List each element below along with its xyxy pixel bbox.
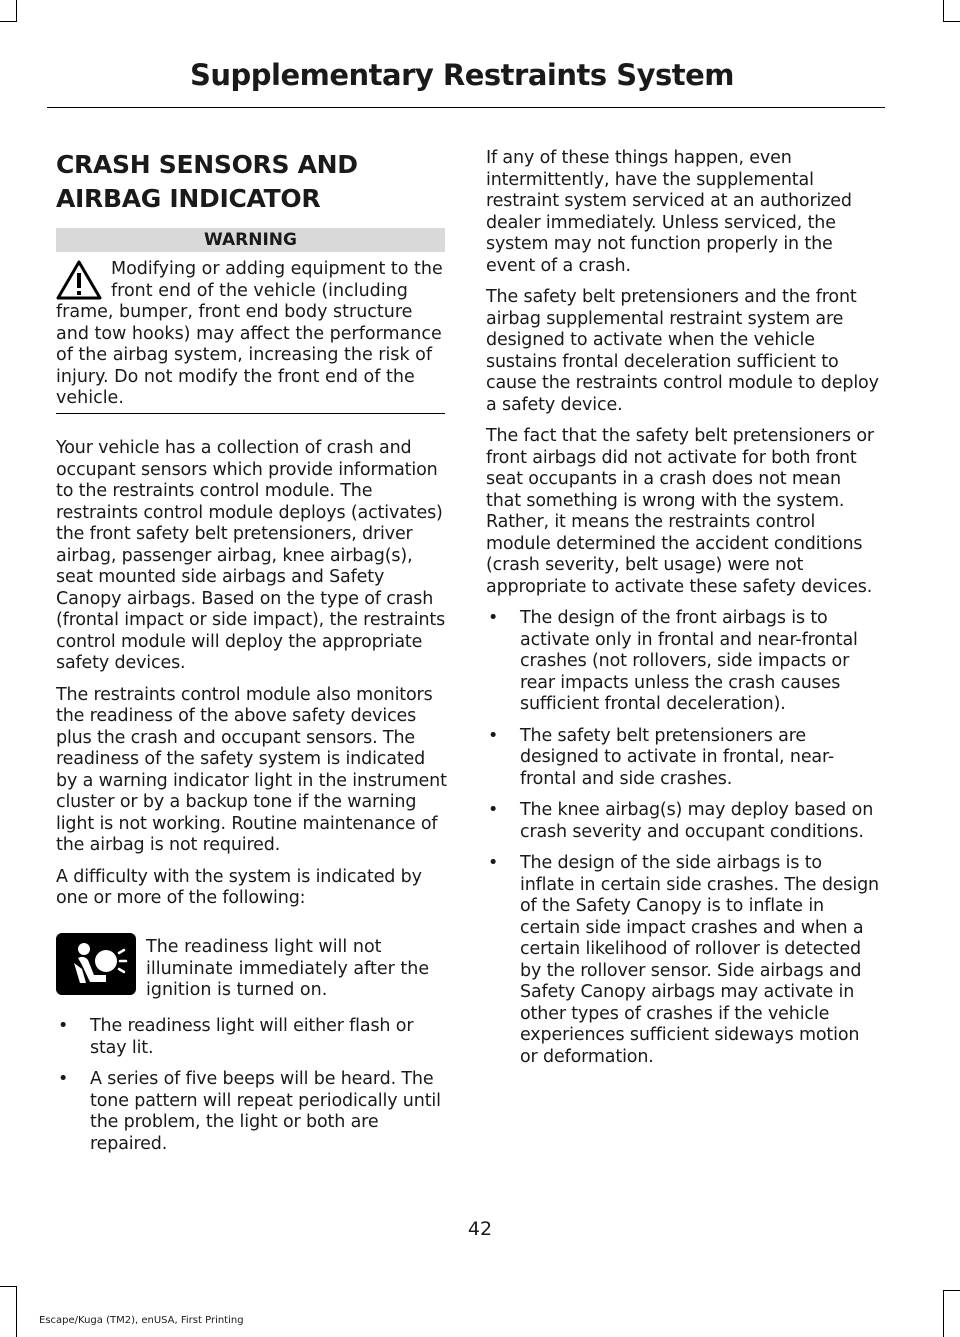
crop-mark bbox=[943, 21, 960, 22]
paragraph: The restraints control module also monitors the readiness of the above safety devices plus the crash and occupant sensors. The readiness of the safety system is indicated by a warning indicator light in the instrument cluster or by a backup tone if the warning light is not working. Routine maintenance of the airbag is not required. bbox=[56, 684, 447, 855]
crop-mark bbox=[943, 1290, 960, 1291]
crop-mark bbox=[943, 1290, 944, 1337]
crop-mark bbox=[0, 21, 17, 22]
left-body bbox=[56, 438, 448, 910]
bullet: • bbox=[58, 1016, 69, 1036]
list-item bbox=[56, 1016, 448, 1059]
list-item bbox=[486, 608, 880, 716]
list-item bbox=[486, 726, 880, 791]
paragraph: If any of these things happen, even intermittently, have the supplemental restraint system serviced at an authorized dealer immediately. Unless serviced, the system may not function properly in the event of a crash. bbox=[486, 148, 852, 276]
paragraph: The safety belt pretensioners and the front airbag supplemental restraint system are designed to activate when the vehicle sustains frontal deceleration sufficient to cause the restraints control module to deploy a safety device. bbox=[486, 287, 879, 415]
warning-triangle-icon bbox=[56, 259, 111, 301]
bullet: • bbox=[58, 1069, 69, 1089]
warning-text: Modifying or adding equipment to the front end of the vehicle (including frame, bumper, front end body structure and tow hooks) may affect the performance of the airbag system, increasing the risk of injury. Do not modify the front end of the vehicle. bbox=[56, 259, 443, 408]
crop-mark bbox=[943, 0, 944, 22]
section-heading bbox=[56, 148, 446, 216]
crop-mark bbox=[0, 1286, 17, 1287]
warning-rule bbox=[56, 413, 445, 414]
section-heading-line-2: AIRBAG INDICATOR bbox=[56, 184, 321, 213]
header-rule bbox=[47, 107, 885, 108]
list-item bbox=[486, 800, 880, 843]
paragraph: Your vehicle has a collection of crash and occupant sensors which provide information to the restraints control module. The restraints control module deploys (activates) the front safety belt pretensioners, driver airbag, passenger airbag, knee airbag(s), seat mounted side airbags and Safety Canopy airbags. Based on the type of crash (frontal impact or side impact), the restraints control module will deploy the appropriate safety devices. bbox=[56, 438, 446, 673]
list-item-text: The design of the front airbags is to activate only in frontal and near-frontal crashes (not rollovers, side impacts or rear impacts unless the crash causes sufficient frontal deceleration). bbox=[520, 608, 858, 714]
bullet: • bbox=[488, 608, 499, 628]
list-item-text: A series of five beeps will be heard. The tone pattern will repeat periodically until the problem, the light or both are repaired. bbox=[90, 1069, 441, 1154]
section-heading-line-1: CRASH SENSORS AND bbox=[56, 150, 358, 179]
bullet: • bbox=[488, 800, 499, 820]
list-item-text: The design of the side airbags is to inflate in certain side crashes. The design of the Safety Canopy is to inflate in certain side impact crashes and when a certain likelihood of rollover is detected by the rollover sensor. Side airbags and Safety Canopy airbags may activate in other types of crashes if the vehicle experiences sufficient sideways motion or deformation. bbox=[520, 853, 879, 1067]
page-header-title: Supplementary Restraints System bbox=[189, 58, 734, 92]
crop-mark bbox=[16, 0, 17, 22]
list-item-text: The safety belt pretensioners are designed to activate in frontal, near-frontal and side crashes. bbox=[520, 725, 835, 789]
warning-box bbox=[56, 259, 448, 410]
footer-text: Escape/Kuga (TM2), enUSA, First Printing bbox=[39, 1315, 244, 1326]
crop-mark bbox=[16, 1286, 17, 1337]
page-number: 42 bbox=[467, 1218, 493, 1240]
airbag-warning-light-icon bbox=[56, 933, 136, 995]
indicator-description: The readiness light will not illuminate immediately after the ignition is turned on. bbox=[146, 937, 430, 1000]
list-item bbox=[56, 1069, 448, 1155]
paragraph: The fact that the safety belt pretensioners or front airbags did not activate for both front seat occupants in a crash does not mean that something is wrong with the system. Rather, it means the restraints control module determined the accident conditions (crash severity, belt usage) were not appropriate to activate these safety devices. bbox=[486, 426, 874, 597]
warning-label: WARNING bbox=[56, 228, 445, 252]
paragraph: A difficulty with the system is indicated by one or more of the following: bbox=[56, 866, 422, 908]
left-bullets bbox=[56, 1016, 448, 1165]
right-body bbox=[486, 148, 880, 1078]
list-item bbox=[486, 853, 880, 1068]
bullet: • bbox=[488, 853, 499, 873]
list-item-text: The knee airbag(s) may deploy based on crash severity and occupant conditions. bbox=[520, 800, 874, 842]
bullet: • bbox=[488, 725, 499, 746]
list-item-text: The readiness light will either flash or stay lit. bbox=[90, 1016, 414, 1058]
